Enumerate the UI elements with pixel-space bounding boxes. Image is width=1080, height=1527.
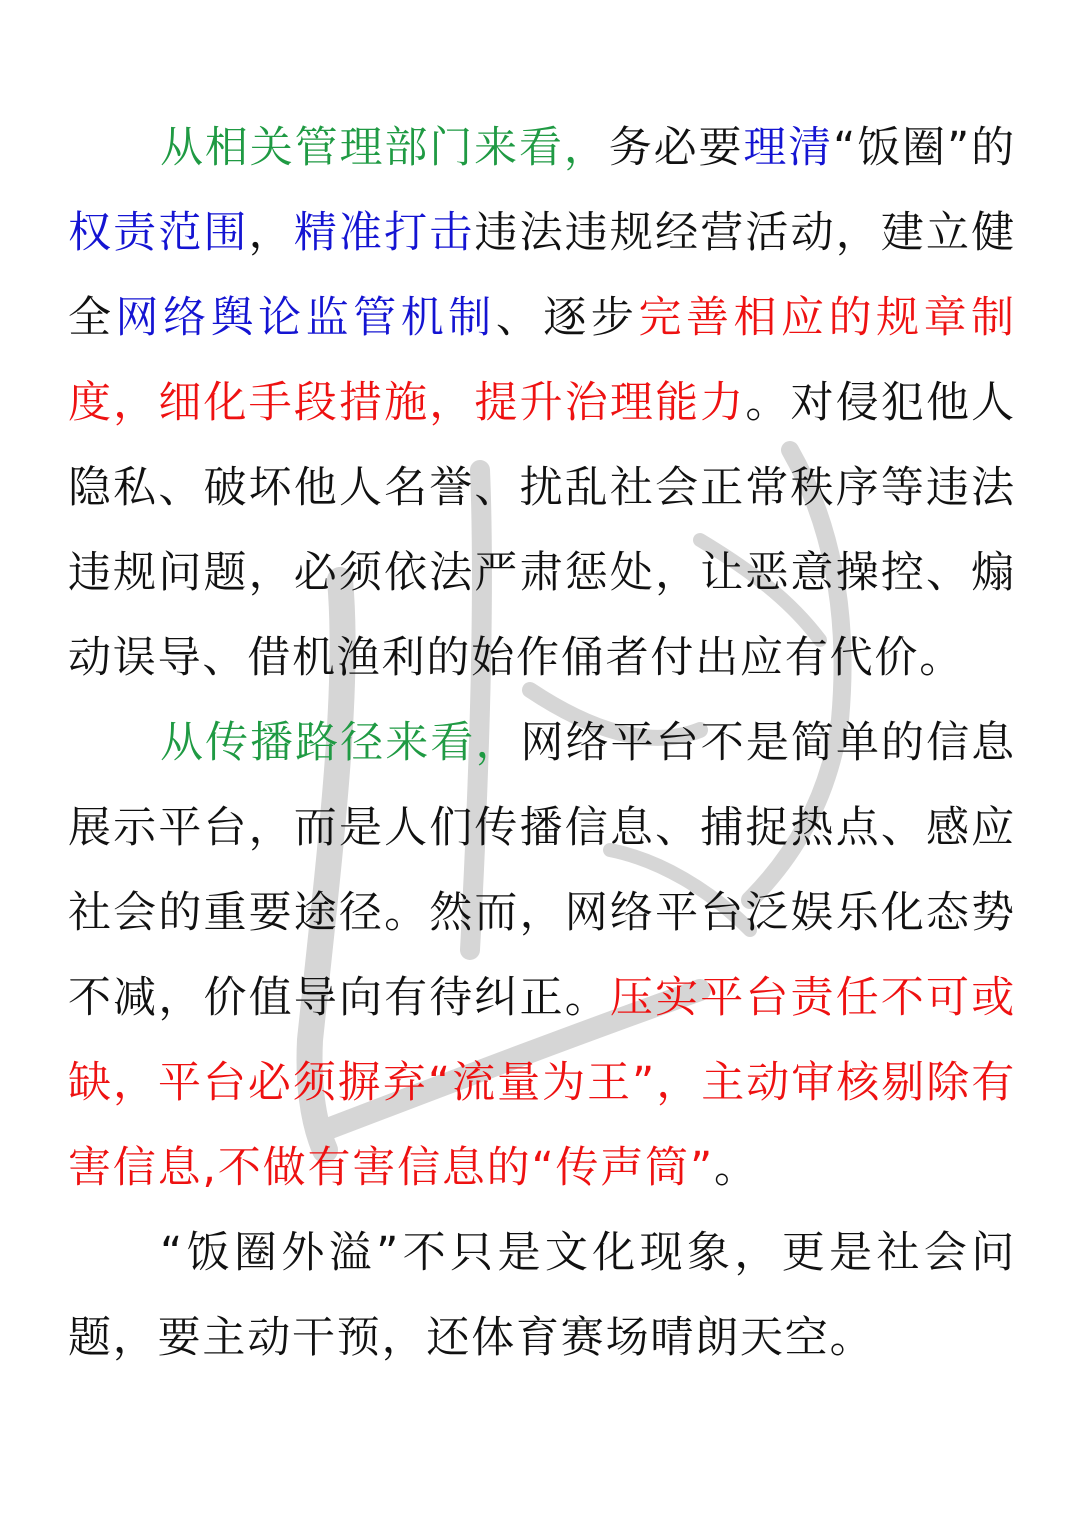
text-segment: ， [248,208,294,258]
paragraph-conclusion [68,1211,1016,1381]
text-segment: 。 [714,1143,759,1193]
highlight-red: 压实平台责任不可或缺，平台必须摒弃“流量为王”，主动审核剔除有害信息,不做有害信息的“传声筒” [68,973,1016,1193]
highlight-blue: 网络舆论监管机制 [115,293,496,343]
text-segment: “饭圈”的 [833,123,1016,173]
text-segment: 。对侵犯他人隐私、破坏他人名誉、扰乱社会正常秩序等违法违规问题，必须依法严肃惩处，让恶意操控、煽动误导、借机渔利的始作俑者付出应有代价。 [68,378,1016,683]
highlight-blue: 权责范围 [68,208,249,258]
text-segment: “饭圈外溢”不只是文化现象，更是社会问题，要主动干预，还体育赛场晴朗天空。 [68,1228,1016,1363]
article-body [68,106,1016,1381]
topic-heading-management: 从相关管理部门来看， [160,123,609,173]
text-segment: 网络平台不是简单的信息展示平台，而是人们传播信息、捕捉热点、感应社会的重要途径。然而，网络平台泛娱乐化态势不减，价值导向有待纠正。 [68,718,1016,1023]
highlight-red: 完善相应的规章制度，细化手段措施，提升治理能力 [68,293,1016,428]
highlight-blue: 理清 [743,123,834,173]
text-segment: 、逐步 [495,293,639,343]
paragraph-management [68,106,1016,701]
text-segment: 违法违规经营活动，建立健全 [68,208,1016,343]
paragraph-platform [68,701,1016,1211]
topic-heading-platform: 从传播路径来看， [160,718,521,768]
highlight-blue: 精准打击 [293,208,475,258]
text-segment: 务必要 [608,123,744,173]
